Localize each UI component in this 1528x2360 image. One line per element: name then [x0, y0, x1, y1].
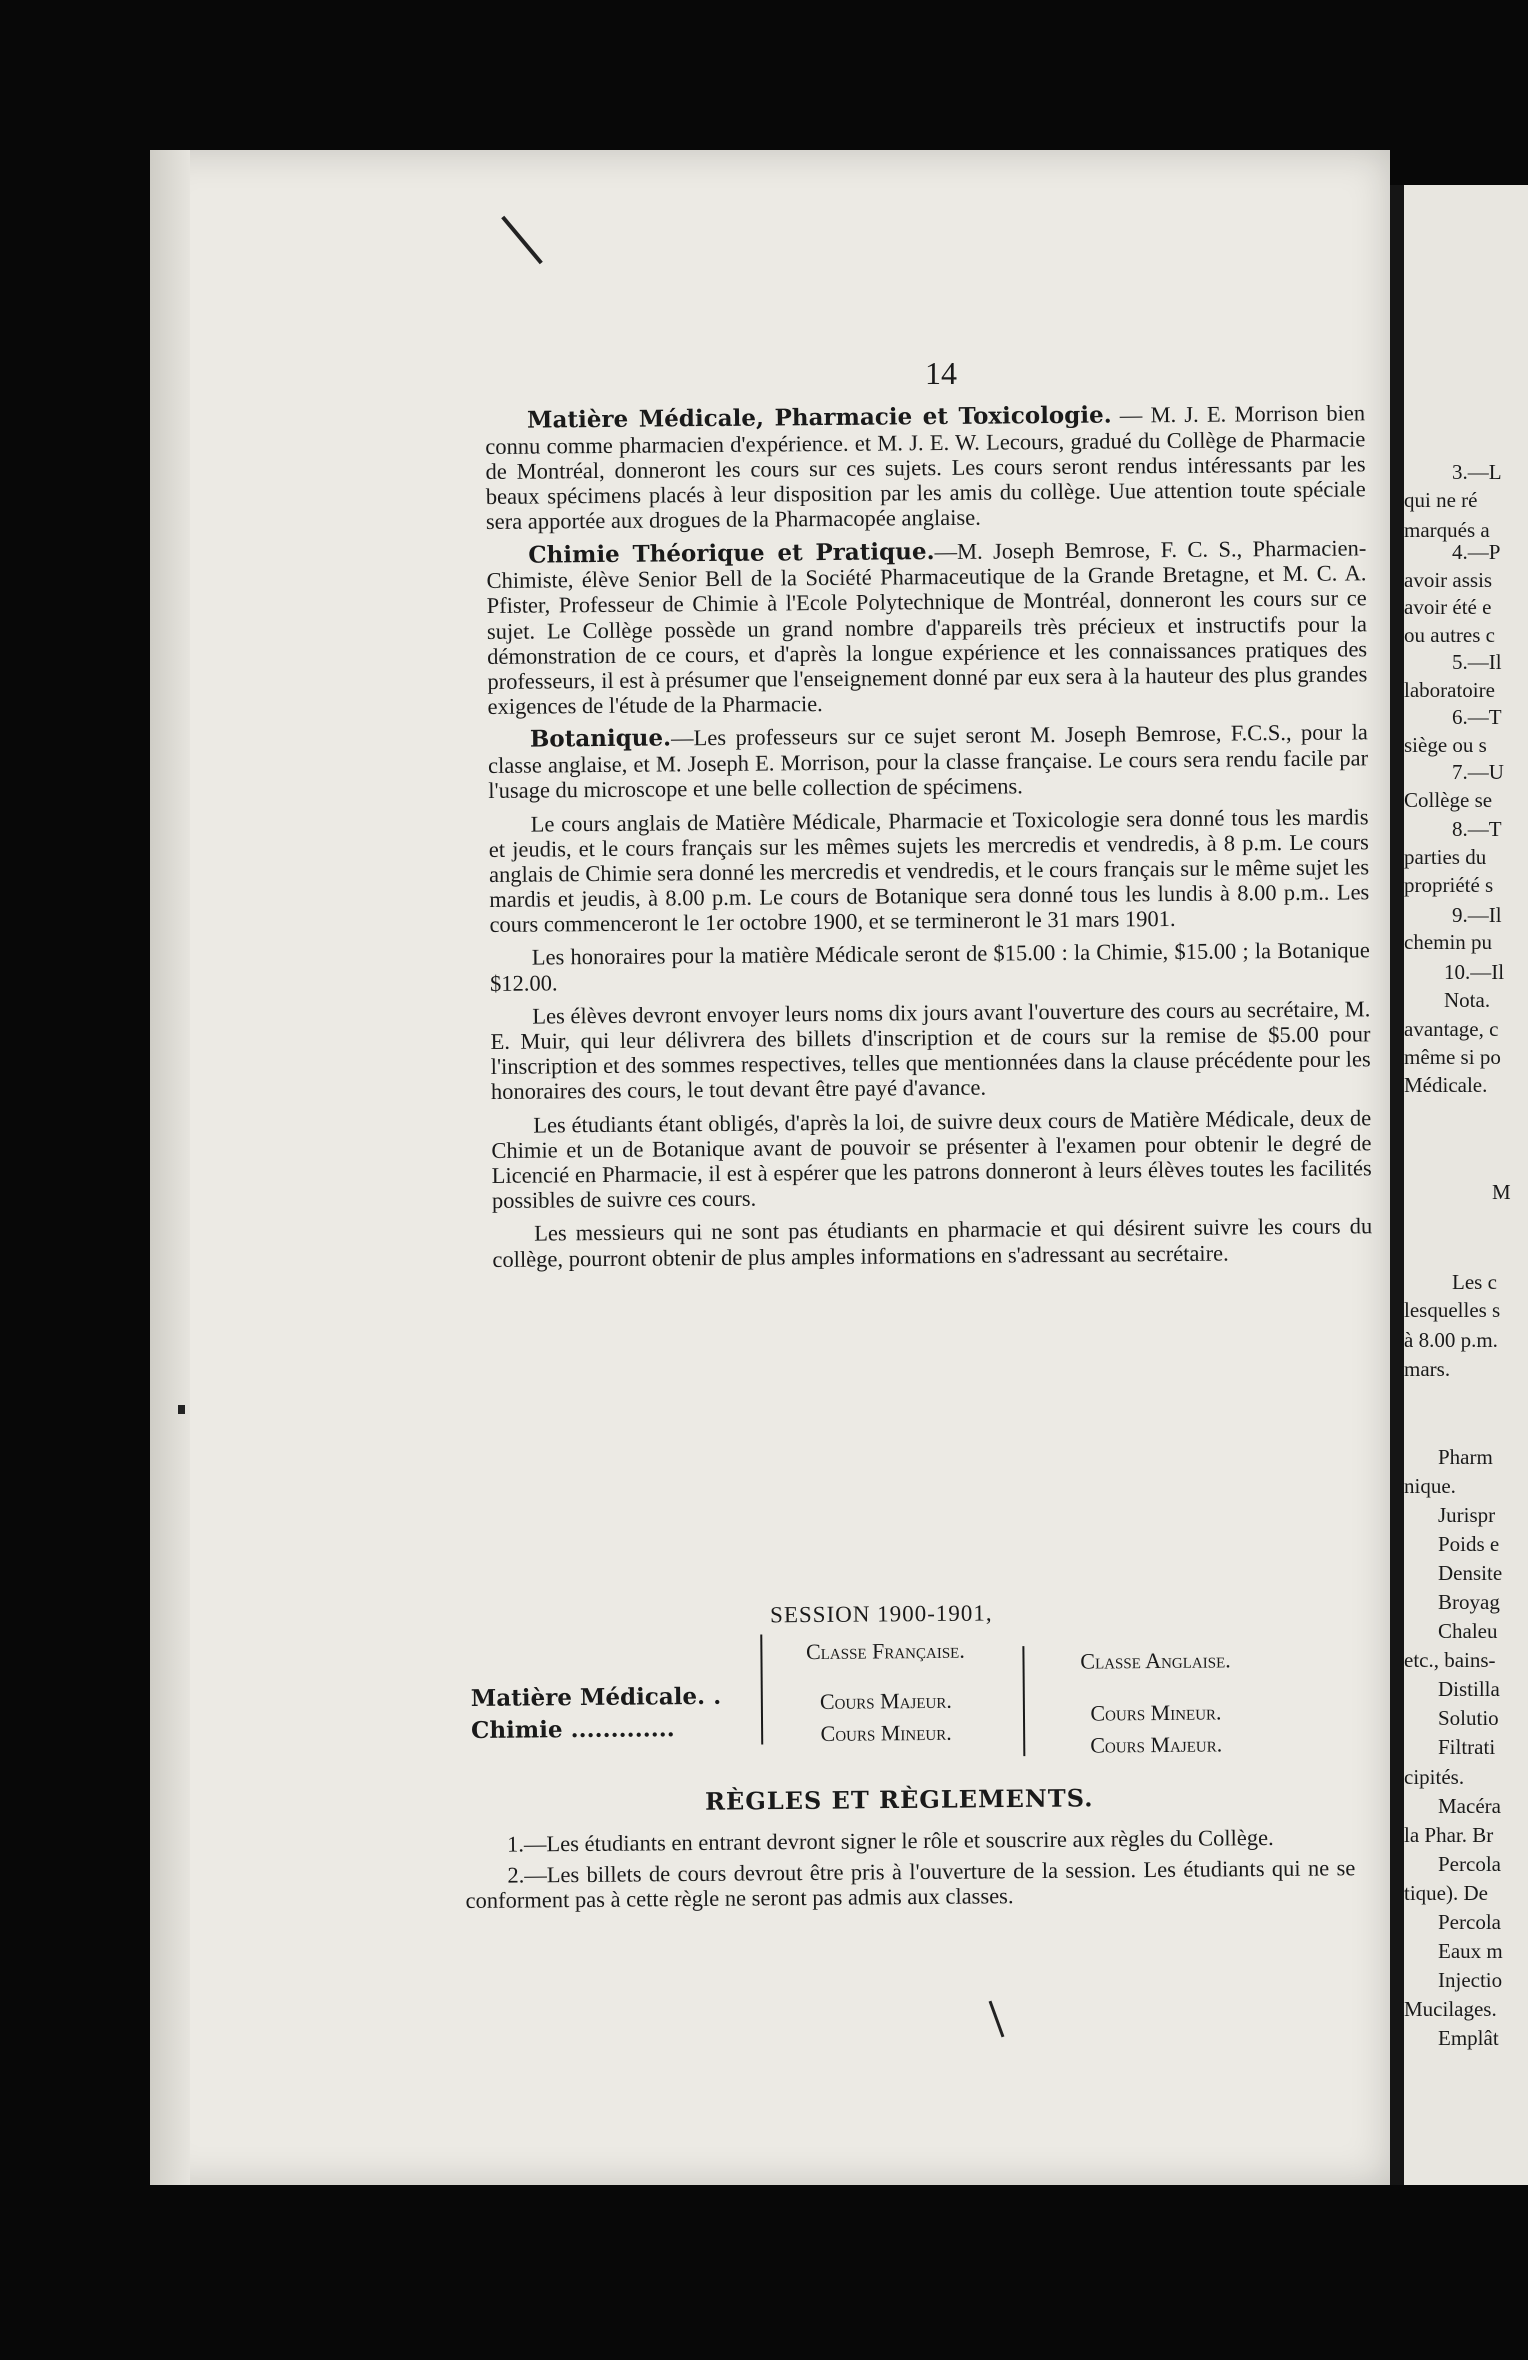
paragraph [490, 996, 1371, 1104]
column-header-french-label: Classe Française. [805, 1637, 965, 1665]
rules-list [465, 1824, 1356, 1919]
column-header-english [1040, 1644, 1270, 1678]
session-title: SESSION 1900-1901, [769, 1600, 993, 1628]
adjacent-page-fragment: Collège se [1404, 788, 1493, 812]
adjacent-page-fragment: Mucilages. [1404, 1997, 1497, 2021]
adjacent-page-fragment: Distilla [1438, 1677, 1500, 1701]
ink-mark [178, 1405, 185, 1414]
paragraph [492, 1214, 1372, 1272]
adjacent-page-fragment: 4.—P [1452, 540, 1501, 564]
adjacent-page-fragment: 9.—Il [1452, 903, 1502, 927]
adjacent-page-fragment: Densite [1438, 1561, 1503, 1585]
page-number: 14 [925, 355, 957, 391]
adjacent-page-fragment: Percola [1438, 1910, 1501, 1934]
paragraph [485, 400, 1366, 534]
adjacent-page-fragment: qui ne ré [1404, 488, 1478, 512]
adjacent-page-fragment: Injectio [1438, 1968, 1503, 1992]
rule-item: 2.—Les billets de cours devrout être pris à l'ouverture de la session. Les étudiants qui ne se conforment pas à cette règle ne seront pas admis aux classes. [465, 1855, 1356, 1914]
paragraph-text: —Les professeurs sur ce sujet seront M. Joseph Bemrose, F.C.S., pour la classe anglaise, et M. Joseph E. Morrison, pour la classe française. Le cours sera rendu facile par l'usage du microscope et une belle collection de spécimens. [488, 719, 1369, 804]
adjacent-page-fragment: 5.—Il [1452, 650, 1502, 674]
adjacent-page-fragment: Pharm [1438, 1445, 1493, 1469]
adjacent-page-fragment: etc., bains- [1404, 1648, 1496, 1672]
paragraph-heading: Botanique. [529, 724, 672, 753]
cell-english-matiere: Cours Mineur. [1090, 1699, 1222, 1726]
adjacent-page-strip [1404, 185, 1528, 2185]
paragraph [489, 804, 1370, 938]
adjacent-page-fragment: marqués a [1404, 518, 1490, 542]
row-label-matiere: Matière Médicale. . [470, 1682, 722, 1712]
adjacent-page-fragment: 3.—L [1452, 460, 1502, 484]
adjacent-page-fragment: avoir été e [1404, 595, 1492, 619]
adjacent-page-fragment: la Phar. Br [1404, 1823, 1494, 1847]
column-header-french [780, 1634, 990, 1668]
adjacent-page-fragment: siège ou s [1404, 733, 1487, 757]
column-french-values [781, 1684, 992, 1750]
adjacent-page-fragment: chemin pu [1404, 930, 1493, 954]
paragraph-text: Les messieurs qui ne sont pas étudiants en pharmacie et qui désirent suivre les cours du collège, pourront obtenir de plus amples informations en s'adressant au secrétaire. [492, 1213, 1373, 1272]
rule-item: 1.—Les étudiants en entrant devront signer le rôle et souscrire aux règles du Collège. [506, 1824, 1274, 1857]
gutter-divider [1390, 185, 1404, 2185]
adjacent-page-fragment: Solutio [1438, 1706, 1499, 1730]
adjacent-page-fragment: Percola [1438, 1852, 1501, 1876]
cell-english-chimie: Cours Majeur. [1090, 1731, 1223, 1758]
session-row-labels [471, 1681, 722, 1747]
row-label-chimie: Chimie ............. [470, 1715, 675, 1744]
adjacent-page-fragment: M [1492, 1180, 1511, 1204]
paragraph-text: Les honoraires pour la matière Médicale seront de $15.00 : la Chimie, $15.00 ; la Botanique $12.00. [489, 937, 1370, 996]
adjacent-page-fragment: lesquelles s [1404, 1298, 1501, 1322]
rules-title: RÈGLES ET RÈGLEMENTS. [704, 1783, 1094, 1816]
paragraph [488, 720, 1369, 804]
adjacent-page-fragment: Eaux m [1438, 1939, 1503, 1963]
adjacent-page-fragment: Poids e [1438, 1532, 1500, 1556]
adjacent-page-fragment: Médicale. [1404, 1073, 1488, 1097]
adjacent-page-fragment: Broyag [1438, 1590, 1500, 1614]
adjacent-page-fragment: avantage, c [1404, 1017, 1499, 1041]
cell-french-matiere: Cours Majeur. [819, 1687, 952, 1714]
adjacent-page-fragment: 6.—T [1452, 705, 1502, 729]
paragraph-text: Le cours anglais de Matière Médicale, Pharmacie et Toxicologie sera donné tous les mardis et jeudis, et le cours français sur les mêmes sujets les mercredis et vendredis, à 8 p.m. Le cours anglais de Chimie sera donné les mercredis et vendredis, et le cours français sur le même sujet les mardis et jeudis, à 8.00 p.m. Le cours de Botanique sera donné tous les lundis à 8.00 p.m.. Les cours commenceront le 1er octobre 1900, et se termineront le 31 mars 1901. [488, 803, 1370, 938]
cell-french-chimie: Cours Mineur. [820, 1719, 952, 1746]
adjacent-page-fragment: parties du [1404, 845, 1487, 869]
adjacent-page-fragment: 7.—U [1452, 760, 1504, 784]
page-left-edge [150, 150, 190, 2185]
paragraph [486, 535, 1368, 720]
adjacent-page-fragment: Filtrati [1438, 1735, 1496, 1759]
adjacent-page-fragment: Jurispr [1438, 1503, 1496, 1527]
paragraph-heading: Chimie Théorique et Pratique. [528, 537, 935, 569]
paragraph [490, 938, 1370, 996]
adjacent-page-fragment: Les c [1452, 1270, 1497, 1294]
paragraph-heading: Matière Médicale, Pharmacie et Toxicologie. [526, 401, 1112, 434]
paragraph-text: — M. J. E. Morrison bien connu comme pharmacien d'expérience. et M. J. E. W. Lecours, gradué du Collège de Pharmacie de Montréal, donneront les cours sur ces sujets. Les cours seront rendus intéressants par les beaux spécimens placés à leur disposition par les amis du collège. Uue attention toute spéciale sera apportée aux drogues de la Pharmacopée anglaise. [485, 400, 1366, 535]
adjacent-page-fragment: ou autres c [1404, 623, 1495, 647]
adjacent-page-fragment: Emplât [1438, 2026, 1499, 2050]
adjacent-page-fragment: mars. [1404, 1357, 1451, 1381]
adjacent-page-fragment: Nota. [1444, 988, 1491, 1012]
adjacent-page-fragment: Macéra [1438, 1794, 1501, 1818]
column-header-english-label: Classe Anglaise. [1080, 1647, 1231, 1674]
adjacent-page-fragment: même si po [1404, 1045, 1501, 1069]
adjacent-page-fragment: à 8.00 p.m. [1404, 1328, 1498, 1352]
adjacent-page-fragment: avoir assis [1404, 568, 1493, 592]
paragraph-text: Les étudiants étant obligés, d'après la loi, de suivre deux cours de Matière Médicale, deux de Chimie et un de Botanique avant de pouvoir se présenter à l'examen pour obtenir le degré de Licencié en Pharmacie, il est à espérer que les patrons donneront à leurs élèves toutes les facilités possibles de suivre ces cours. [491, 1104, 1372, 1214]
column-english-values [1041, 1696, 1272, 1762]
adjacent-page-fragment: cipités. [1404, 1765, 1465, 1789]
paragraph-text: —M. Joseph Bemrose, F. C. S., Pharmacien-Chimiste, élève Senior Bell de la Société Pharmaceutique de la Grande Bretagne, et M. C. A. Pfister, Professeur de Chimie à l'Ecole Polytechnique de Montréal, donneront les cours sur ce sujet. Le Collège possède un grand nombre d'appareils très précieux et instructifs pour la démonstration de ce cours, et d'après la longue expérience et les connaissances pratiques des professeurs, il est à présumer que l'enseignement donné par eux sera à la hauteur des plus grandes exigences de l'étude de la Pharmacie. [486, 534, 1368, 720]
paragraph-text: Les élèves devront envoyer leurs noms dix jours avant l'ouverture des cours au secrétaire, M. E. Muir, qui leur délivrera des billets d'inscription et de cours sur la remise de $5.00 pour l'inscription et des sommes respectives, telles que mentionnées dans la clause précédente pour les honoraires des cours, le tout devant être payé d'avance. [490, 996, 1371, 1105]
adjacent-page-fragment: 8.—T [1452, 817, 1502, 841]
adjacent-page-fragment: 10.—Il [1444, 960, 1505, 984]
adjacent-page-fragment: tique). De [1404, 1881, 1488, 1905]
adjacent-page-fragment: laboratoire [1404, 678, 1495, 702]
adjacent-page-fragment: Chaleu [1438, 1619, 1498, 1643]
paragraph [491, 1105, 1372, 1213]
body-text [485, 400, 1373, 1279]
adjacent-page-fragment: propriété s [1404, 873, 1494, 897]
adjacent-page-fragment: nique. [1404, 1474, 1456, 1498]
